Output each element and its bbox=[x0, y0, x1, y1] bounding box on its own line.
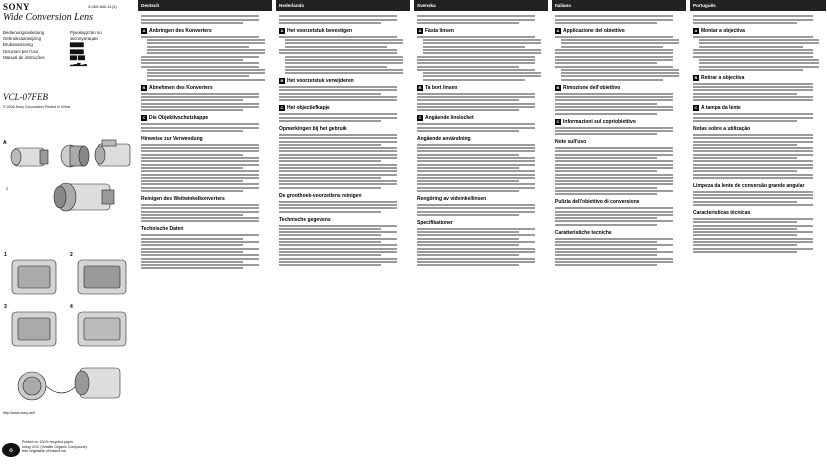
language-item: эксплуатации bbox=[70, 36, 98, 42]
section-heading: A Anbringen des Konverters bbox=[142, 27, 212, 34]
part-number: 3-069-840-11(1) bbox=[88, 4, 117, 9]
figure-label: 4 bbox=[70, 304, 73, 310]
svg-text:2: 2 bbox=[6, 186, 9, 191]
website-url: http://www.sony.net/ bbox=[3, 411, 35, 415]
language-item: Руководство по bbox=[70, 30, 102, 35]
column-italiano bbox=[552, 0, 686, 468]
section-heading: Technische gegevens bbox=[279, 216, 331, 223]
model-number: VCL-07FEB bbox=[3, 92, 48, 102]
language-item: Bruksanvisning bbox=[3, 42, 33, 48]
section-heading: B Ta bort linsen bbox=[418, 84, 458, 91]
section-heading: Technische Daten bbox=[141, 226, 184, 233]
cover-column bbox=[0, 0, 137, 468]
language-item-cjk: ▇▇ ▇▇ bbox=[70, 54, 85, 60]
section-heading: Reinigen des Weitwinkelkonverters bbox=[141, 195, 225, 202]
section-heading: Rengöring av vidvinkellinsen bbox=[417, 195, 487, 202]
recycle-icon bbox=[1, 441, 21, 459]
column-header: Português bbox=[690, 0, 826, 11]
language-list-secondary bbox=[70, 30, 102, 67]
column-deutsch bbox=[138, 0, 272, 468]
figure-attach-illustration bbox=[2, 138, 135, 226]
section-heading: Características técnicas bbox=[693, 209, 751, 216]
language-list bbox=[3, 30, 45, 61]
column-nederlands bbox=[276, 0, 410, 468]
language-item-arabic: ▂▃▅▂▃ bbox=[70, 61, 87, 67]
figure-cleaning-illustration bbox=[2, 250, 135, 410]
column-portugues bbox=[690, 0, 826, 468]
language-item-cjk: ▇▇▇▇ bbox=[70, 42, 84, 48]
figure-label: A bbox=[3, 140, 7, 146]
brand-logo: SONY bbox=[3, 2, 31, 12]
section-heading: B Abnehmen des Konverters bbox=[142, 84, 213, 91]
section-heading: De groothoek-voorzetlens reinigen bbox=[279, 192, 362, 199]
section-heading: C A tampa da lente bbox=[694, 105, 741, 112]
section-heading: A Applicazione del obiettivo bbox=[556, 27, 625, 34]
section-heading: B Retirar a objectiva bbox=[694, 74, 745, 81]
figure-label: 2 bbox=[70, 252, 73, 258]
copyright: © 2006 Sony Corporation Printed in China bbox=[3, 105, 71, 109]
section-heading: Note sull'uso bbox=[555, 139, 587, 146]
section-heading: Notas sobre a utilização bbox=[693, 125, 751, 132]
section-heading: C Angående linslocket bbox=[418, 115, 474, 122]
language-item-cjk: ▇▇▇▇ bbox=[70, 48, 84, 54]
section-heading: Angående användning bbox=[417, 135, 471, 142]
section-heading: C Die Objektivschutzkappe bbox=[142, 115, 209, 122]
column-svenska bbox=[414, 0, 548, 468]
recycle-line: using VOC (Volatile Organic Compound)- bbox=[22, 444, 88, 449]
recycle-line: free vegetable oil based ink. bbox=[22, 449, 67, 454]
column-header: Nederlands bbox=[276, 0, 410, 11]
section-heading: B Het voorzetstuk verwijderen bbox=[280, 78, 354, 85]
svg-text:♻: ♻ bbox=[8, 448, 14, 454]
language-item: Manual de instruções bbox=[3, 54, 45, 60]
language-item: Bedienungsanleitung bbox=[3, 30, 45, 35]
section-heading: B Rimozione dell'obiettivo bbox=[556, 84, 621, 91]
figure-label: 3 bbox=[4, 304, 7, 310]
column-header: Italiano bbox=[552, 0, 686, 11]
section-heading: Limpeza da lente de conversão grande angular bbox=[693, 182, 805, 189]
section-heading: Pulizia dell'obiettivo di conversione bbox=[555, 199, 640, 206]
column-header: Svenska bbox=[414, 0, 548, 11]
figure-label: 1 bbox=[4, 252, 7, 258]
section-heading: A Montar a objectiva bbox=[694, 27, 745, 34]
section-heading: C Informazioni sul copriobiettivo bbox=[556, 118, 636, 125]
language-item: Gebruiksaanwijzing bbox=[3, 36, 42, 42]
section-heading: Opmerkingen bij het gebruik bbox=[279, 125, 347, 132]
product-title: Wide Conversion Lens bbox=[3, 12, 93, 23]
language-item: Istruzioni per l'uso bbox=[3, 48, 39, 54]
recycle-notice bbox=[22, 440, 88, 454]
section-heading: Hinweise zur Verwendung bbox=[141, 135, 203, 142]
section-heading: Specifikationer bbox=[417, 219, 453, 226]
column-header: Deutsch bbox=[138, 0, 272, 11]
section-heading: A Fästa linsen bbox=[418, 27, 454, 34]
section-heading: A Het voorzetstuk bevestigen bbox=[280, 27, 353, 34]
section-heading: C Het objectiefkapje bbox=[280, 105, 330, 112]
recycle-line: Printed on 100% recycled paper bbox=[22, 440, 74, 444]
section-heading: Caratteristiche tecniche bbox=[555, 229, 612, 236]
